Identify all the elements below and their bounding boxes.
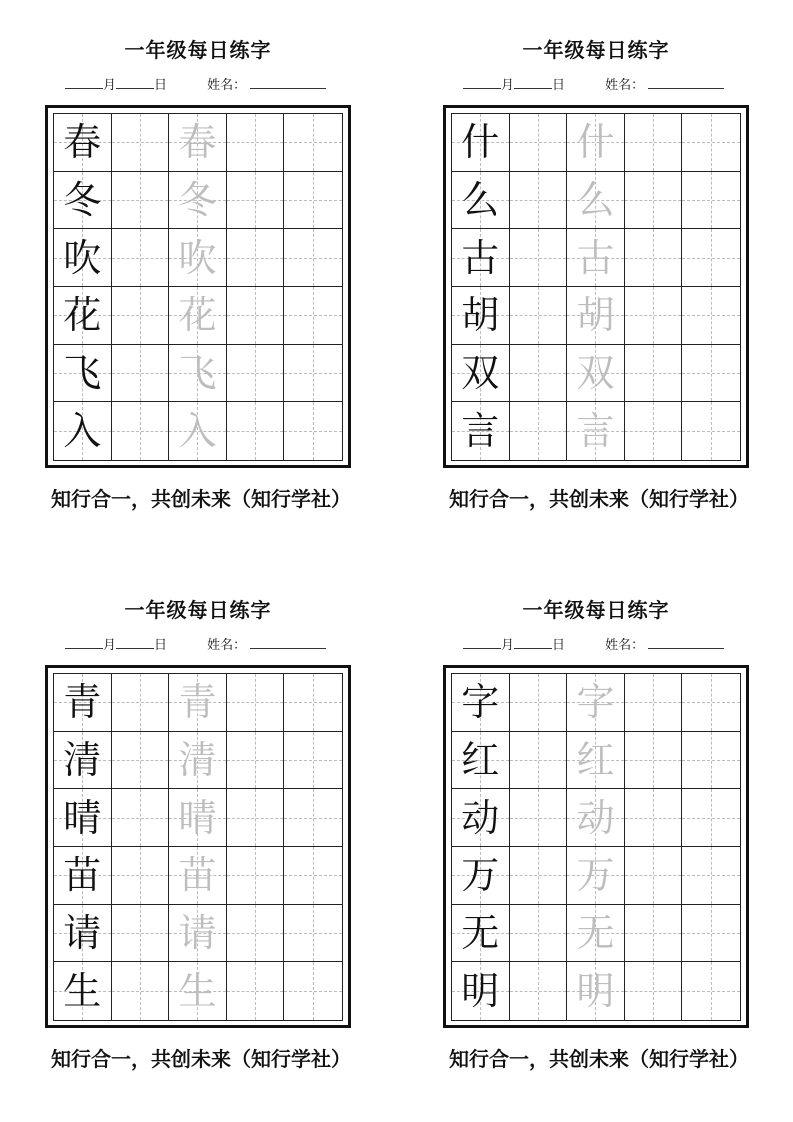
trace-character: 苗 [178, 853, 217, 898]
grid-cell [510, 962, 568, 1020]
grid-cell [452, 345, 510, 403]
grid-cell [227, 905, 285, 963]
date-name-line [65, 634, 326, 653]
model-character: 春 [63, 120, 102, 165]
day-label: 日 [154, 78, 168, 93]
grid-cell [567, 789, 625, 847]
grid-cell [625, 402, 683, 460]
trace-character: 无 [576, 910, 615, 955]
grid-cell [625, 114, 683, 172]
grid-cell [284, 402, 342, 460]
grid-cell [54, 229, 112, 287]
grid-cell [510, 905, 568, 963]
name-label: 姓名： [605, 638, 645, 653]
trace-character: 胡 [576, 293, 615, 338]
day-blank [514, 87, 552, 89]
grid-cell [567, 229, 625, 287]
grid-cell [227, 847, 285, 905]
grid-cell [510, 229, 568, 287]
grid-cell [169, 732, 227, 790]
grid-cell [54, 345, 112, 403]
grid-cell [169, 847, 227, 905]
grid-cell [682, 789, 740, 847]
grid-cell [169, 905, 227, 963]
date-name-line [463, 634, 724, 653]
grid-cell [112, 172, 170, 230]
grid-cell [112, 287, 170, 345]
practice-box [443, 665, 749, 1028]
grid-cell [227, 172, 285, 230]
name-blank [250, 87, 326, 89]
month-label: 月 [501, 78, 515, 93]
grid-cell [682, 674, 740, 732]
grid-cell [284, 287, 342, 345]
grid-cell [54, 114, 112, 172]
month-label: 月 [501, 638, 515, 653]
practice-box [45, 665, 351, 1028]
grid-cell [510, 732, 568, 790]
grid-cell [284, 789, 342, 847]
grid-cell [510, 172, 568, 230]
day-label: 日 [552, 78, 566, 93]
sheet-title: 一年级每日练字 [124, 598, 272, 622]
practice-sheet [443, 30, 749, 560]
model-character: 晴 [63, 795, 102, 840]
day-label: 日 [552, 638, 566, 653]
grid-cell [682, 402, 740, 460]
trace-character: 字 [576, 680, 615, 725]
trace-character: 请 [178, 910, 217, 955]
grid-cell [169, 229, 227, 287]
model-character: 红 [461, 737, 500, 782]
grid-cell [682, 962, 740, 1020]
grid-cell [625, 962, 683, 1020]
sheet-title: 一年级每日练字 [522, 598, 670, 622]
name-blank [250, 647, 326, 649]
month-blank [65, 87, 103, 89]
grid-cell [54, 847, 112, 905]
model-character: 无 [461, 910, 500, 955]
grid-cell [227, 732, 285, 790]
footer-slogan: 知行合一，共创未来（知行学社） [449, 1047, 749, 1071]
practice-box [45, 105, 351, 468]
grid-cell [567, 674, 625, 732]
grid-cell [227, 402, 285, 460]
grid-cell [625, 287, 683, 345]
grid-cell [452, 674, 510, 732]
grid-cell [227, 789, 285, 847]
grid-cell [169, 789, 227, 847]
name-label: 姓名： [207, 78, 247, 93]
grid-cell [510, 789, 568, 847]
grid-cell [54, 962, 112, 1020]
model-character: 古 [461, 235, 500, 280]
sheet-title: 一年级每日练字 [522, 38, 670, 62]
grid-cell [452, 789, 510, 847]
grid-cell [567, 114, 625, 172]
grid-cell [510, 114, 568, 172]
grid-cell [227, 962, 285, 1020]
grid-cell [112, 847, 170, 905]
grid-cell [625, 847, 683, 905]
grid-cell [682, 172, 740, 230]
name-label: 姓名： [605, 78, 645, 93]
trace-character: 红 [576, 737, 615, 782]
grid-cell [682, 847, 740, 905]
date-name-line [65, 74, 326, 93]
name-label: 姓名： [207, 638, 247, 653]
model-character: 字 [461, 680, 500, 725]
trace-character: 明 [576, 969, 615, 1014]
grid-cell [567, 732, 625, 790]
grid-cell [284, 345, 342, 403]
grid-cell [510, 402, 568, 460]
model-character: 请 [63, 910, 102, 955]
model-character: 清 [63, 737, 102, 782]
trace-character: 晴 [178, 795, 217, 840]
grid-cell [682, 732, 740, 790]
practice-sheet [443, 590, 749, 1120]
grid-cell [54, 172, 112, 230]
trace-character: 生 [178, 969, 217, 1014]
model-character: 生 [63, 969, 102, 1014]
trace-character: 什 [576, 120, 615, 165]
grid-cell [284, 847, 342, 905]
trace-character: 万 [576, 853, 615, 898]
grid-cell [54, 402, 112, 460]
grid-cell [567, 962, 625, 1020]
grid-cell [284, 172, 342, 230]
footer-slogan: 知行合一，共创未来（知行学社） [449, 487, 749, 511]
model-character: 明 [461, 969, 500, 1014]
trace-character: 言 [576, 409, 615, 454]
grid-cell [682, 287, 740, 345]
grid-cell [452, 172, 510, 230]
model-character: 青 [63, 680, 102, 725]
practice-box [443, 105, 749, 468]
grid-cell [54, 789, 112, 847]
month-blank [463, 87, 501, 89]
grid-cell [284, 114, 342, 172]
grid-cell [112, 732, 170, 790]
grid-cell [112, 789, 170, 847]
trace-character: 么 [576, 177, 615, 222]
grid-cell [682, 905, 740, 963]
trace-character: 古 [576, 235, 615, 280]
model-character: 飞 [63, 350, 102, 395]
grid-cell [567, 847, 625, 905]
day-blank [514, 647, 552, 649]
trace-character: 冬 [178, 177, 217, 222]
grid-cell [567, 172, 625, 230]
trace-character: 入 [178, 409, 217, 454]
grid-cell [169, 287, 227, 345]
model-character: 胡 [461, 293, 500, 338]
grid-cell [112, 905, 170, 963]
trace-character: 动 [576, 795, 615, 840]
model-character: 冬 [63, 177, 102, 222]
grid-cell [452, 962, 510, 1020]
grid-cell [227, 287, 285, 345]
grid-cell [682, 229, 740, 287]
grid-cell [510, 674, 568, 732]
practice-sheet [45, 30, 351, 560]
trace-character: 春 [178, 120, 217, 165]
grid-cell [625, 229, 683, 287]
grid-cell [625, 345, 683, 403]
trace-character: 青 [178, 680, 217, 725]
grid-cell [567, 345, 625, 403]
grid-cell [54, 287, 112, 345]
grid-cell [567, 905, 625, 963]
grid-cell [510, 287, 568, 345]
grid-cell [112, 674, 170, 732]
grid-cell [452, 905, 510, 963]
grid-cell [227, 674, 285, 732]
grid-cell [452, 847, 510, 905]
model-character: 言 [461, 409, 500, 454]
grid-cell [169, 345, 227, 403]
trace-character: 清 [178, 737, 217, 782]
grid-cell [169, 114, 227, 172]
model-character: 么 [461, 177, 500, 222]
grid-cell [54, 732, 112, 790]
grid-cell [625, 789, 683, 847]
day-blank [116, 87, 154, 89]
model-character: 花 [63, 293, 102, 338]
grid-cell [54, 905, 112, 963]
month-blank [463, 647, 501, 649]
grid-cell [112, 962, 170, 1020]
grid-cell [510, 847, 568, 905]
grid-cell [625, 674, 683, 732]
grid-cell [54, 674, 112, 732]
model-character: 万 [461, 853, 500, 898]
grid-cell [169, 172, 227, 230]
grid-cell [284, 905, 342, 963]
grid-cell [452, 402, 510, 460]
grid-cell [227, 114, 285, 172]
grid-cell [625, 732, 683, 790]
model-character: 入 [63, 409, 102, 454]
grid-cell [112, 402, 170, 460]
grid-cell [169, 674, 227, 732]
grid-cell [625, 905, 683, 963]
grid-cell [284, 962, 342, 1020]
tian-grid [451, 673, 741, 1021]
grid-cell [452, 114, 510, 172]
grid-cell [169, 962, 227, 1020]
date-name-line [463, 74, 724, 93]
model-character: 苗 [63, 853, 102, 898]
grid-cell [227, 345, 285, 403]
model-character: 吹 [63, 235, 102, 280]
grid-cell [227, 229, 285, 287]
grid-cell [510, 345, 568, 403]
footer-slogan: 知行合一，共创未来（知行学社） [51, 1047, 351, 1071]
grid-cell [169, 402, 227, 460]
trace-character: 飞 [178, 350, 217, 395]
month-label: 月 [103, 638, 117, 653]
name-blank [648, 87, 724, 89]
grid-cell [567, 287, 625, 345]
grid-cell [625, 172, 683, 230]
practice-sheet [45, 590, 351, 1120]
model-character: 动 [461, 795, 500, 840]
grid-cell [452, 732, 510, 790]
grid-cell [452, 287, 510, 345]
grid-cell [284, 229, 342, 287]
day-blank [116, 647, 154, 649]
grid-cell [452, 229, 510, 287]
trace-character: 双 [576, 350, 615, 395]
model-character: 什 [461, 120, 500, 165]
trace-character: 花 [178, 293, 217, 338]
day-label: 日 [154, 638, 168, 653]
grid-cell [284, 732, 342, 790]
model-character: 双 [461, 350, 500, 395]
trace-character: 吹 [178, 235, 217, 280]
footer-slogan: 知行合一，共创未来（知行学社） [51, 487, 351, 511]
grid-cell [682, 345, 740, 403]
name-blank [648, 647, 724, 649]
grid-cell [112, 229, 170, 287]
grid-cell [682, 114, 740, 172]
tian-grid [53, 113, 343, 461]
grid-cell [112, 114, 170, 172]
tian-grid [451, 113, 741, 461]
grid-cell [112, 345, 170, 403]
month-blank [65, 647, 103, 649]
sheet-title: 一年级每日练字 [124, 38, 272, 62]
month-label: 月 [103, 78, 117, 93]
grid-cell [567, 402, 625, 460]
grid-cell [284, 674, 342, 732]
tian-grid [53, 673, 343, 1021]
